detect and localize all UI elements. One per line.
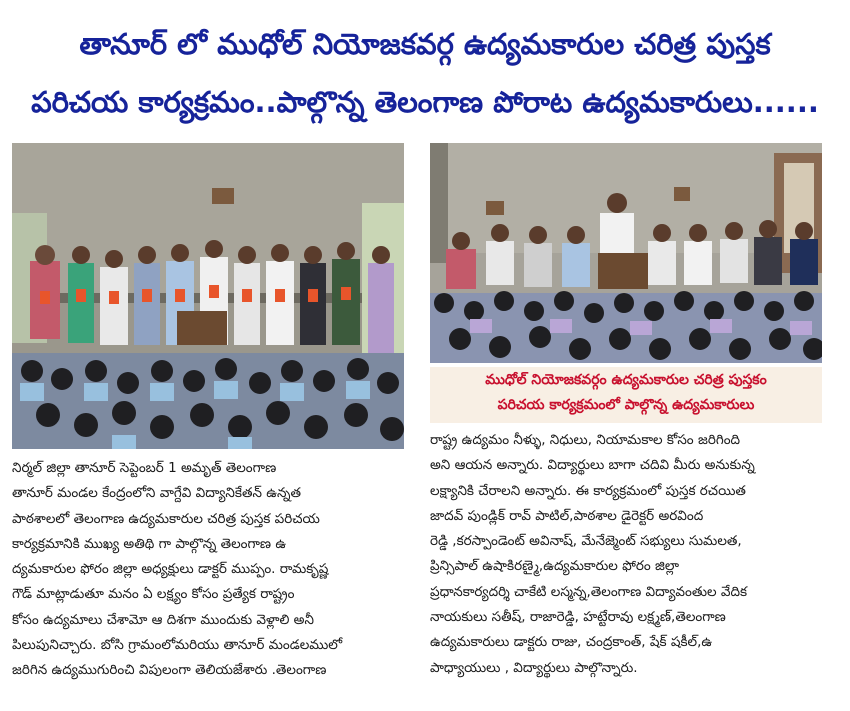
photo-group-holding-books <box>12 143 404 449</box>
article-line: ప్రధానకార్యదర్శి చాకేటి లస్మన్న,తెలంగాణ విద్యావంతుల వేదిక <box>430 583 748 600</box>
top-edge-strip <box>0 0 850 12</box>
article-line: పాధ్యాయులు , విద్యార్థులు పాల్గొన్నారు. <box>430 659 638 676</box>
article-column-right <box>430 428 822 681</box>
article-line: గౌడ్ మాట్లాడుతూ మనం ఏ లక్ష్యం కోసం ప్రత్యేక రాష్ట్రం <box>12 586 295 603</box>
headline-line-1: తానూర్ లో ముధోల్ నియోజకవర్గ ఉద్యమకారుల చరిత్ర పుస్తక <box>79 27 771 61</box>
article-line: లక్ష్యానికి చేరాలని అన్నారు. ఈ కార్యక్రమంలో పుస్తక రచయిత <box>430 482 746 499</box>
article-line: జాదవ్ పుండ్లిక్ రావ్ పాటిల్,పాఠశాల డైరెక్టర్ అరవింద <box>430 507 704 524</box>
article-line: పాఠశాలలో తెలంగాణ ఉద్యమకారుల చరిత్ర పుస్తక పరిచయ <box>12 510 320 527</box>
caption-line-2: పరిచయ కార్యక్రమంలో పాల్గొన్న ఉద్యమకారులు <box>497 397 755 413</box>
article-line: జరిగిన ఉద్యముగురించి విపులంగా తెలియజేశారు .తెలంగాణ <box>12 662 327 679</box>
article-line: ఉద్యమకారులు డాక్టరు రాజు, చంద్రకాంత్, షేక్ షకీల్,ఉ <box>430 634 713 651</box>
article-line: కోసం ఉద్యమాలు చేశామో ఆ దిశగా ముందుకు వెళ్లాలి అనీ <box>12 611 314 628</box>
article-line: అని ఆయన అన్నారు. విద్యార్థులు బాగా చదివి మీరు అనుకున్న <box>430 457 755 474</box>
article-line: నిర్మల్ జిల్లా తానూర్ సెప్టెంబర్ 1 అమృత్ తెలంగాణ <box>12 460 277 476</box>
article-line: ద్యమకారుల ఫోరం జిల్లా అధ్యక్షులు డాక్టర్ ముప్పం. రామకృష్ణ <box>12 561 329 578</box>
article-line: పిలుపునిచ్చారు. బోసి గ్రామంలోమరియు తానూర్ మండలములో <box>12 637 343 654</box>
article-line: కార్యక్రమానికి ముఖ్య అతిథి గా పాల్గొన్న తెలంగాణ ఉ <box>12 535 287 552</box>
article-column-left <box>12 456 406 684</box>
caption-line-1: ముధోల్ నియోజకవర్గం ఉద్యమకారుల చరిత్ర పుస్తకం <box>485 372 767 388</box>
headline-line-2: పరిచయ కార్యక్రమం..పాల్గొన్న తెలంగాణ పోరాట ఉద్యమకారులు...... <box>31 85 819 119</box>
photo-guests-addressing-students <box>430 143 822 363</box>
article-line: రాష్ట్ర ఉద్యమం నీళ్ళు, నిధులు, నియామకాల కోసం జరిగింది <box>430 432 741 448</box>
photo-caption-box <box>430 367 822 423</box>
article-line: రెడ్డి ,కరస్పాండెంట్ అవినాష్, మేనేజ్మెంట్ సభ్యులు సుమలత, <box>430 533 742 550</box>
article-line: తానూర్ మండల కేంద్రంలోని వాగ్దేవి విద్యానికేతన్ ఉన్నత <box>12 485 301 502</box>
photo-right-illustration <box>430 143 822 363</box>
article-line: ప్రిన్సిపాల్ ఉషాకిరణ్మై,ఉద్యమకారుల ఫోరం జిల్లా <box>430 558 680 575</box>
photo-left-illustration <box>12 143 404 449</box>
article-line: నాయకులు సతీష్, రాజారెడ్డి, హట్టేరావు లక్ష్మణ్,తెలంగాణ <box>430 609 726 626</box>
